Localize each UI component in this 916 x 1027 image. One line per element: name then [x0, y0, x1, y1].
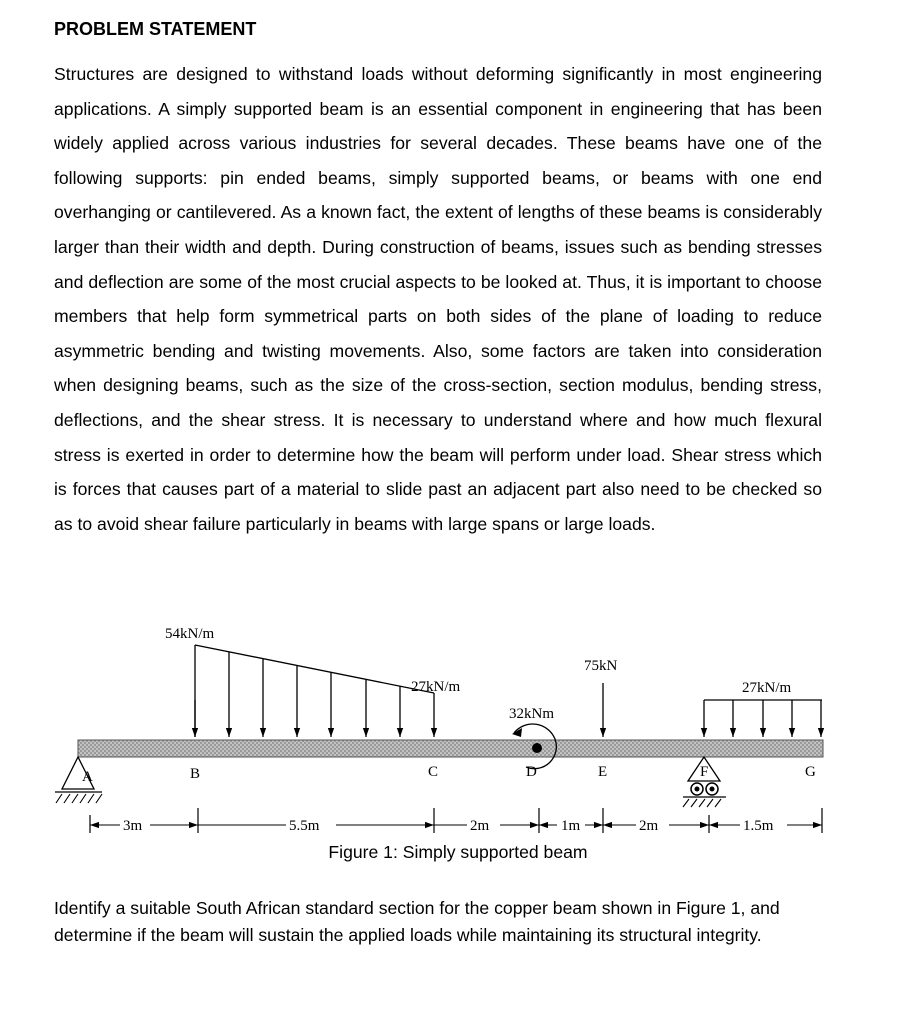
point-label-g: G — [805, 764, 816, 780]
uniform-distributed-load — [704, 700, 822, 737]
point-label-d: D — [526, 764, 537, 780]
point-label-a: A — [82, 769, 93, 785]
point-label-c: C — [428, 764, 439, 780]
dimension-label-de: 1m — [561, 818, 581, 834]
figure-caption-row — [0, 842, 916, 863]
pin-support-icon — [55, 757, 102, 803]
question-text: Identify a suitable South African standard section for the copper beam shown in Figure 1, and determine if the beam will sustain the applied loads while maintaining its structural integrity. — [54, 898, 780, 945]
point-label-f: F — [700, 764, 709, 780]
point-label-b: B — [190, 766, 201, 782]
dimension-label-ab: 3m — [123, 818, 143, 834]
point-load-label: 75kN — [584, 658, 618, 674]
moment-label: 32kNm — [509, 706, 554, 722]
point-label-e: E — [598, 764, 608, 780]
beam — [78, 740, 823, 757]
udl-end-label: 27kN/m — [411, 679, 461, 695]
dimension-label-bc: 5.5m — [289, 818, 320, 834]
figure-caption: Figure 1: Simply supported beam — [328, 842, 588, 862]
problem-paragraph: Structures are designed to withstand loads without deforming significantly in most engineering applications. A simply supported beam is an essential component in engineering that has been widely applied across various industries for several decades. These beams have one of the following supports: pin ended beams, simply supported beams, or beams with one end overhanging or cantilevered. As a known fact, the extent of lengths of these beams is considerably larger than their width and depth. During construction of beams, issues such as bending stresses and deflection are some of the most crucial aspects to be looked at. Thus, it is important to choose members that help form symmetrical parts on both sides of the plane of loading to reduce asymmetric bending and twisting movements. Also, some factors are taken into consideration when designing beams, such as the size of the cross-section, section modulus, bending stress, deflections, and the shear stress. It is necessary to understand where and how much flexural stress is exerted in order to determine how the beam will perform under load. Shear stress which is forces that causes part of a material to slide past an adjacent part also need to be checked so as to avoid shear failure particularly in beams with large spans or large loads. — [54, 64, 822, 534]
dimension-label-ef: 2m — [639, 818, 659, 834]
udl-start-label: 54kN/m — [165, 626, 215, 642]
dimension-label-fg: 1.5m — [743, 818, 774, 834]
dimension-line — [90, 808, 822, 833]
section-heading: PROBLEM STATEMENT — [54, 19, 257, 39]
beam-diagram — [0, 615, 916, 845]
dimension-label-cd: 2m — [470, 818, 490, 834]
triangular-distributed-load — [195, 645, 434, 737]
udl-right-label: 27kN/m — [742, 680, 792, 696]
